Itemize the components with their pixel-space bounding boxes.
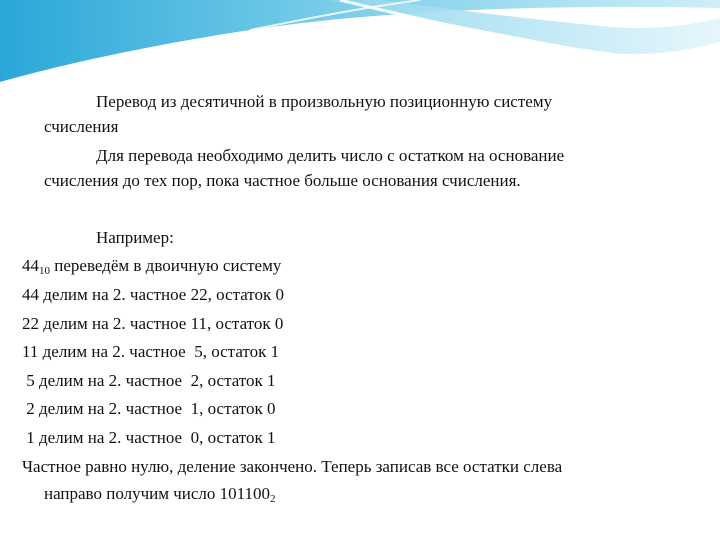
rule-line-2: счисления до тех пор, пока частное больше основания счисления. (44, 171, 521, 190)
rule-line-1: Для перевода необходимо делить число с остатком на основание (96, 146, 565, 165)
division-step: 44 делим на 2. частное 22, остаток 0 (22, 285, 285, 304)
example-task (22, 252, 281, 281)
example-task-text: переведём в двоичную систему (50, 256, 282, 275)
example-label: Например: (96, 228, 174, 247)
result-base: 2 (270, 493, 276, 505)
heading-line-2: счисления (44, 117, 119, 136)
conclusion-line-1: Частное равно нулю, деление закончено. Теперь записав все остатки слева (22, 457, 563, 476)
division-step: 1 делим на 2. частное 0, остаток 1 (22, 428, 276, 447)
division-step: 22 делим на 2. частное 11, остаток 0 (22, 314, 284, 333)
division-step: 11 делим на 2. частное 5, остаток 1 (22, 342, 280, 361)
example-base: 10 (39, 265, 50, 277)
conclusion-text: направо получим число (44, 484, 220, 503)
example-number: 44 (22, 256, 39, 275)
result-number: 101100 (219, 484, 271, 503)
heading-line-1: Перевод из десятичной в произвольную позиционную систему (96, 92, 553, 111)
division-step: 2 делим на 2. частное 1, остаток 0 (22, 399, 276, 418)
conclusion-line-2 (44, 480, 276, 509)
division-step: 5 делим на 2. частное 2, остаток 1 (22, 371, 276, 390)
